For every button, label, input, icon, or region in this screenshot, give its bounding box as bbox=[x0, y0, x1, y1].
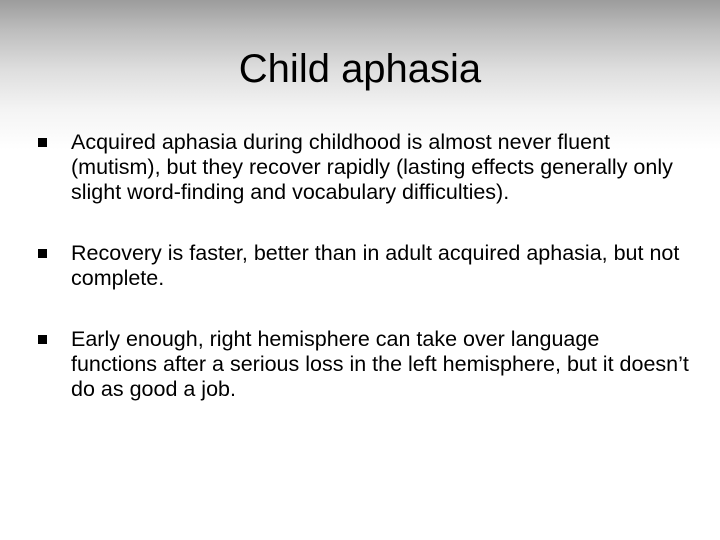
slide-title: Child aphasia bbox=[238, 47, 482, 91]
bullet-text: Acquired aphasia during childhood is almost never fluent (mutism), but they recover rapidly (lasting effects generally only slight word-finding and vocabulary difficulties). bbox=[71, 130, 673, 204]
bullet-text: Early enough, right hemisphere can take over language functions after a serious loss in the left hemisphere, but it doesn’t do as good a job. bbox=[71, 327, 689, 401]
square-bullet-icon bbox=[38, 335, 47, 344]
bullet-item bbox=[38, 327, 690, 402]
square-bullet-icon bbox=[38, 249, 47, 258]
bullet-list bbox=[38, 130, 690, 402]
bullet-item bbox=[38, 241, 690, 291]
bullet-text: Recovery is faster, better than in adult acquired aphasia, but not complete. bbox=[71, 241, 680, 290]
bullet-item bbox=[38, 130, 690, 205]
square-bullet-icon bbox=[38, 138, 47, 147]
